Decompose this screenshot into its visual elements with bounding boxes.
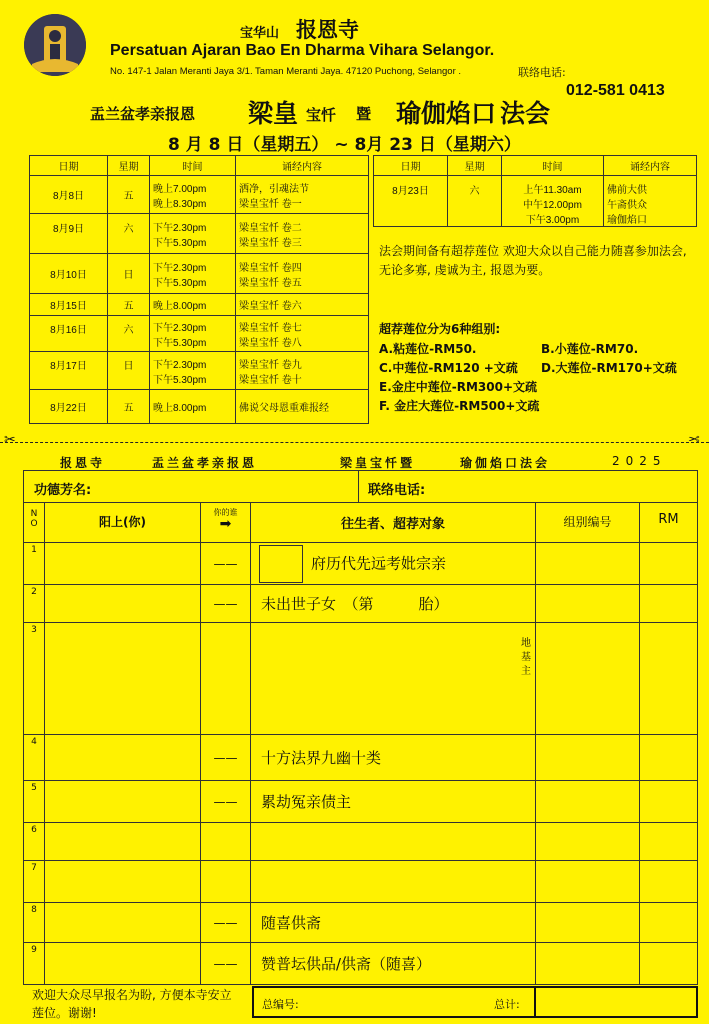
col-group: 组别编号 — [536, 503, 640, 543]
scissors-icon: ✂ — [4, 432, 16, 448]
target-cell[interactable] — [251, 861, 536, 903]
col-target: 往生者、超荐对象 — [251, 503, 536, 543]
table-row — [24, 943, 698, 985]
table-row — [24, 623, 698, 735]
row-no: 8 — [24, 903, 45, 943]
list-item — [379, 340, 709, 359]
dash-cell: —— — [201, 735, 251, 781]
table-row — [24, 861, 698, 903]
event-title-2: 梁皇 — [248, 99, 299, 128]
donor-label: 功德芳名: — [34, 483, 92, 498]
date-cell: 8月9日 — [30, 214, 108, 254]
date-cell: 8月16日 — [30, 316, 108, 352]
group-cell[interactable] — [536, 943, 640, 985]
col-time: 时间 — [150, 156, 236, 176]
schedule-table-right — [373, 155, 697, 227]
form-header-event: 梁皇宝忏暨 — [340, 456, 416, 470]
yangshang-cell[interactable] — [45, 943, 201, 985]
category-c: C.中莲位-RM120 +文疏 — [379, 361, 518, 375]
category-b: B.小莲位-RM70. — [541, 342, 639, 356]
table-header-row — [24, 503, 698, 543]
target-cell: 十方法界九幽十类 — [251, 735, 536, 781]
date-cell: 8月15日 — [30, 294, 108, 316]
table-row — [374, 176, 697, 227]
rm-cell[interactable] — [640, 903, 698, 943]
content-cell: 梁皇宝忏 卷七 梁皇宝忏 卷八 — [236, 316, 369, 352]
group-cell[interactable] — [536, 823, 640, 861]
group-cell[interactable] — [536, 623, 640, 735]
category-a: A.粘莲位-RM50. — [379, 342, 477, 356]
event-date-range: 8 月 8 日（星期五） ~ 8月 23 日（星期六） — [168, 135, 521, 155]
target-cell — [251, 543, 536, 585]
dash-cell: —— — [201, 943, 251, 985]
col-arrow-label: 你的谁 — [213, 508, 238, 517]
content-cell: 洒净，引魂法节 梁皇宝忏 卷一 — [236, 176, 369, 214]
col-no: N O — [24, 503, 45, 543]
row-no: 1 — [24, 543, 45, 585]
temple-logo — [24, 14, 86, 76]
form-header-temple: 报恩寺 — [60, 456, 106, 470]
group-cell[interactable] — [536, 585, 640, 623]
table-row — [30, 352, 369, 390]
weekday-cell: 五 — [108, 176, 150, 214]
yangshang-cell[interactable] — [45, 861, 201, 903]
time-cell: 下午2.30pm 下午5.30pm — [150, 352, 236, 390]
col-time: 时间 — [502, 156, 604, 176]
weekday-cell: 六 — [448, 176, 502, 227]
english-name: Persatuan Ajaran Bao En Dharma Vihara Selangor. — [110, 42, 495, 59]
table-row — [24, 823, 698, 861]
time-cell: 上午11.30am 中午12.00pm 下午3.00pm — [502, 176, 604, 227]
rm-cell[interactable] — [640, 543, 698, 585]
weekday-cell: 五 — [108, 390, 150, 424]
total-no-label: 总编号: — [262, 998, 299, 1011]
time-cell: 下午2.30pm 下午5.30pm — [150, 254, 236, 294]
dash-cell — [201, 823, 251, 861]
rm-cell[interactable] — [640, 861, 698, 903]
donor-row — [23, 470, 698, 503]
row-no: 2 — [24, 585, 45, 623]
group-cell[interactable] — [536, 781, 640, 823]
table-row — [30, 316, 369, 352]
table-row — [24, 735, 698, 781]
weekday-cell: 五 — [108, 294, 150, 316]
col-yangshang: 阳上(你) — [45, 503, 201, 543]
col-weekday: 星期 — [448, 156, 502, 176]
list-item — [379, 378, 709, 397]
yangshang-cell[interactable] — [45, 781, 201, 823]
col-date: 日期 — [30, 156, 108, 176]
form-header-event2: 瑜伽焰口法会 — [460, 456, 551, 470]
target-text: 府历代先远考妣宗亲 — [311, 554, 447, 572]
cut-line — [0, 442, 709, 443]
target-cell: 未出世子女 （第 胎） — [251, 585, 536, 623]
temple-name: 报恩寺 — [296, 18, 359, 42]
event-title-1: 盂兰盆孝亲报恩 — [90, 105, 196, 123]
dash-cell: —— — [201, 903, 251, 943]
notice-text: 法会期间备有超荐莲位 欢迎大众以自己能力随喜参加法会, 无论多寡, 虔诚为主, 报恩为要。 — [379, 244, 687, 277]
mountain-name: 宝华山 — [240, 26, 280, 41]
rm-cell[interactable] — [640, 943, 698, 985]
category-d: D.大莲位-RM170+文疏 — [541, 361, 677, 375]
yangshang-cell[interactable] — [45, 585, 201, 623]
weekday-cell: 日 — [108, 352, 150, 390]
weekday-cell: 六 — [108, 316, 150, 352]
content-cell: 梁皇宝忏 卷六 — [236, 294, 369, 316]
time-cell: 晚上8.00pm — [150, 390, 236, 424]
time-cell: 下午2.30pm 下午5.30pm — [150, 214, 236, 254]
table-row — [30, 294, 369, 316]
col-arrow — [201, 503, 251, 543]
content-cell: 梁皇宝忏 卷四 梁皇宝忏 卷五 — [236, 254, 369, 294]
time-cell: 晚上7.00pm 晚上8.30pm — [150, 176, 236, 214]
target-cell: 随喜供斋 — [251, 903, 536, 943]
time-cell: 下午2.30pm 下午5.30pm — [150, 316, 236, 352]
dash-cell: —— — [201, 543, 251, 585]
table-row — [30, 176, 369, 214]
landlord-label: 地 基 主 — [521, 638, 531, 677]
row-no: 4 — [24, 735, 45, 781]
col-content: 诵经内容 — [604, 156, 697, 176]
form-year: 2025 — [612, 454, 667, 468]
rm-cell[interactable] — [640, 781, 698, 823]
group-cell[interactable] — [536, 543, 640, 585]
list-item — [379, 397, 709, 416]
dash-cell — [201, 623, 251, 735]
target-cell: 赞普坛供品/供斋（随喜） — [251, 943, 536, 985]
phone-label: 联络电话: — [518, 66, 566, 79]
rm-cell[interactable] — [640, 823, 698, 861]
rm-cell[interactable] — [640, 585, 698, 623]
address: No. 147-1 Jalan Meranti Jaya 3/1. Taman Meranti Jaya. 47120 Puchong, Selangor . — [110, 66, 462, 77]
category-f: F. 金庄大莲位-RM500+文疏 — [379, 399, 540, 413]
content-cell: 佛说父母恩重难报经 — [236, 390, 369, 424]
table-row — [24, 781, 698, 823]
row-no: 7 — [24, 861, 45, 903]
event-title-5: 瑜伽焰口 — [396, 99, 497, 128]
bottom-note: 欢迎大众尽早报名为盼, 方便本寺安立莲位。谢谢! — [32, 988, 232, 1020]
group-cell[interactable] — [536, 903, 640, 943]
categories-list — [379, 340, 709, 416]
group-cell[interactable] — [536, 861, 640, 903]
col-rm: RM — [640, 503, 698, 543]
row-no: 6 — [24, 823, 45, 861]
form-header-title: 盂兰盆孝亲报恩 — [152, 456, 258, 470]
table-row — [24, 585, 698, 623]
dash-cell: —— — [201, 585, 251, 623]
target-cell[interactable] — [251, 823, 536, 861]
date-cell: 8月10日 — [30, 254, 108, 294]
weekday-cell: 日 — [108, 254, 150, 294]
date-cell: 8月8日 — [30, 176, 108, 214]
phone-number: 012-581 0413 — [566, 82, 665, 99]
target-cell[interactable] — [251, 623, 536, 735]
date-cell: 8月17日 — [30, 352, 108, 390]
schedule-table-left — [29, 155, 369, 424]
content-cell: 梁皇宝忏 卷九 梁皇宝忏 卷十 — [236, 352, 369, 390]
col-content: 诵经内容 — [236, 156, 369, 176]
event-title-6: 法会 — [500, 99, 551, 128]
category-e: E.金庄中莲位-RM300+文疏 — [379, 380, 538, 394]
table-row — [30, 254, 369, 294]
total-box — [252, 986, 698, 1018]
scissors-icon: ✂ — [688, 432, 700, 448]
content-cell: 佛前大供 午斋供众 瑜伽焰口 — [604, 176, 697, 227]
event-title-3: 宝忏 — [306, 106, 337, 124]
weekday-cell: 六 — [108, 214, 150, 254]
date-cell: 8月22日 — [30, 390, 108, 424]
surname-box[interactable] — [259, 545, 303, 583]
group-cell[interactable] — [536, 735, 640, 781]
rm-cell[interactable] — [640, 735, 698, 781]
divider — [534, 988, 536, 1016]
yangshang-cell[interactable] — [45, 823, 201, 861]
target-cell: 累劫冤亲债主 — [251, 781, 536, 823]
yangshang-cell[interactable] — [45, 543, 201, 585]
table-row — [24, 543, 698, 585]
table-row — [30, 214, 369, 254]
yangshang-cell[interactable] — [45, 903, 201, 943]
divider — [358, 471, 359, 502]
dash-cell — [201, 861, 251, 903]
total-label: 总计: — [494, 998, 520, 1011]
date-cell: 8月23日 — [374, 176, 448, 227]
event-title-4: 暨 — [356, 105, 372, 123]
yangshang-cell[interactable] — [45, 623, 201, 735]
content-cell: 梁皇宝忏 卷二 梁皇宝忏 卷三 — [236, 214, 369, 254]
yangshang-cell[interactable] — [45, 735, 201, 781]
time-cell: 晚上8.00pm — [150, 294, 236, 316]
contact-label: 联络电话: — [368, 483, 426, 498]
rm-cell[interactable] — [640, 623, 698, 735]
row-no: 5 — [24, 781, 45, 823]
col-weekday: 星期 — [108, 156, 150, 176]
registration-table — [23, 502, 698, 985]
arrow-right-icon: ➡ — [219, 516, 232, 532]
categories-title: 超荐莲位分为6种组别: — [379, 322, 501, 336]
dash-cell: —— — [201, 781, 251, 823]
row-no: 3 — [24, 623, 45, 735]
table-row — [30, 390, 369, 424]
table-row — [24, 903, 698, 943]
col-date: 日期 — [374, 156, 448, 176]
row-no: 9 — [24, 943, 45, 985]
list-item — [379, 359, 709, 378]
